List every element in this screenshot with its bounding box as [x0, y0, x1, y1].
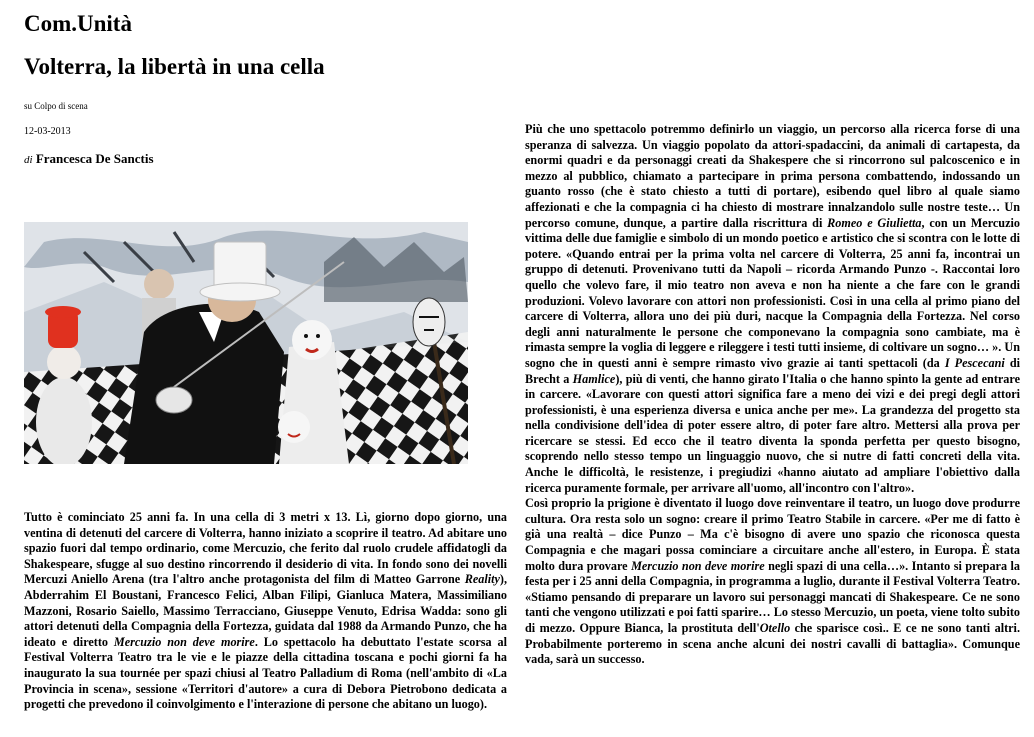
text-run: , con un Mercuzio vittima delle due famiglie e simbolo di un mondo poetico e artistico che si scontra con le lotte di potere. «Quando entrai per la prima volta nel carcere di Volterra, 25 anni fa, incontrai un gruppo di detenuti. Provenivano tutti da Napoli – ricorda Armando Punzo -. Raccontai loro quello che volevo fare, il mio teatro non aveva e non ha niente a che fare con le grandi produzioni. Volevo lavorare con attori non professionisti. Così in una cella al primo piano del carcere di Volterra, allora uno dei più duri, nacque la Compagnia della Fortezza. Nel corso degli anni naturalmente le persone che componevano la compagnia sono cambiate, ma è rimasta sempre la voglia di leggere e rileggere i testi tutti insieme, di coltivare un sogno… ». Un sogno che in questi anni è sempre rimasto vivo grazie ai tanti spettacoli (da	[525, 215, 1020, 370]
byline-prefix: di	[24, 154, 33, 166]
text-run: Così proprio la prigione è diventato il luogo dove reinventare il teatro, un luogo dove produrre cultura. Ora resta solo un sogno: creare il primo Teatro Stabile in carcere. «Per me di fatto è già una realtà – dice Punzo – Ma c'è bisogno di avere uno spazio che riconosca questa Compagnia e che magari possa cominciare a circuitare anche all'estero, in Europa. È stata molto dura provare	[525, 496, 1020, 573]
text-run: ), più di venti, che hanno girato l'Italia o che hanno spinto la gente ad entrare in carcere. «Lavorare con questi attori significa fare a meno dei vizi e dei pregi degli attori professionisti, è una esperienza diversa e unica anche per me». La grandezza del progetto sta nella condivisione dell'idea di poter essere altro, di poter fare altro. Mettersi alla prova per ricercare se stessi. Ed ecco che il teatro diventa la sponda perfetta per questo bisogno, scoprendo nello stesso tempo un linguaggio nuovo, che si nutre di fatti concreti della vita. Anche le difficoltà, le resistenze, i pregiudizi «hanno aiutato ad ampliare l'obiettivo dalla ricerca puramente formale, per arrivare all'uomo, all'incontro con l'altro».	[525, 371, 1020, 495]
text-run: . Lo spettacolo ha debuttato l'estate scorsa al Festival Volterra Teatro tra le vie e le piazze della cittadina toscana e pochi giorni fa ha inaugurato la sua tournée per spazi chiusi al Teatro Palladium di Roma (nell'ambito di «La Provincia in scena», sessione «Territori d'autore» a cura di Debora Pietrobono dedicata a progetti che prevedono il coinvolgimento e l'interazione di persone che abitano un luogo).	[24, 634, 508, 712]
article-headline: Volterra, la libertà in una cella	[24, 54, 325, 79]
text-run: che sparisce così.. E ce ne sono tanti altri. Probabilmente porteremo in scena anche alcuni dei nostri cavalli di battaglia». Comunque vada, sarà un successo.	[525, 621, 1020, 667]
text-run: ), Abderrahim El Boustani, Francesco Felici, Alban Filipi, Gianluca Matera, Massimiliano Mazzoni, Rosario Saiello, Massimo Terracciano, Giuseppe Venuto, Edrisa Wadda: sono gli attori detenuti della Compagnia della Fortezza, guidata dal 1988 da Armando Punzo, che ha ideato e diretto	[24, 572, 507, 649]
italic-title: Mercuzio non deve morire	[631, 558, 765, 573]
text-run: Più che uno spettacolo potremmo definirlo un viaggio, un percorso alla ricerca forse di una speranza di salvezza. Un viaggio popolato da attori-spadaccini, da animali di cartapesta, da enormi quadri e da personaggi creati da Shakespere che si rincorrono sul palcoscenico e in mezzo al pubblico, chiamato a partecipare in prima persona combattendo, indossando un guanto rosso (che è stato chiesto a tutti di portare), esibendo quel libro al quale siamo affezionati e che la compagnia ci ha chiesto di mostrare innalzandolo sulle nostre teste… Un percorso comune, dunque, a partire dalla riscrittura di	[525, 122, 1020, 230]
byline	[24, 151, 154, 168]
italic-title: Mercuzio non deve morire	[113, 634, 255, 649]
text-run: Tutto è cominciato 25 anni fa. In una cella di 3 metri x 13. Lì, giorno dopo giorno, una ventina di detenuti del carcere di Volterra, hanno iniziato a scoprire il teatro. Ad abitare uno spazio fuori dal tempo ordinario, come Mercuzio, che ferito dal ruolo crudele affidatogli da Shakespeare, sfugge al suo destino rincorrendo il desiderio di vita. In fondo sono dei novelli Mercuzi Aniello Arena (tra l'altro anche protagonista del film di Matteo Garrone	[24, 510, 507, 587]
article-column-right	[525, 122, 1020, 668]
masthead: Com.Unità	[24, 11, 132, 36]
italic-title: Romeo e Giulietta	[827, 215, 922, 230]
publish-date: 12-03-2013	[24, 126, 71, 137]
paragraph	[525, 122, 1020, 496]
text-run: di Brecht a	[525, 355, 1021, 386]
text-run: negli spazi di una cella…». Intanto si prepara la festa per i 25 anni della Compagnia, in programma a luglio, durante il Festival Volterra Teatro. «Stiamo pensando di preparare un lavoro sui personaggi mancati di Shakespeare. Ce ne sono tanti che vengono utilizzati e poi fatti sparire… Lo stesso Mercuzio, un poeta, viene tolto subito di mezzo. Oppure Bianca, la prostituta dell'	[525, 558, 1020, 635]
italic-title: I Pescecani	[944, 355, 1005, 370]
stage-scene-illustration	[24, 222, 468, 464]
article-photo	[24, 222, 468, 464]
italic-title: Hamlice	[572, 371, 616, 386]
paragraph	[24, 510, 507, 713]
article-column-left	[24, 510, 507, 713]
italic-title: Otello	[759, 621, 791, 635]
paragraph	[525, 496, 1020, 668]
author-name: Francesca De Sanctis	[35, 151, 154, 166]
section-label: su Colpo di scena	[24, 101, 88, 111]
italic-title: Reality	[464, 572, 500, 587]
